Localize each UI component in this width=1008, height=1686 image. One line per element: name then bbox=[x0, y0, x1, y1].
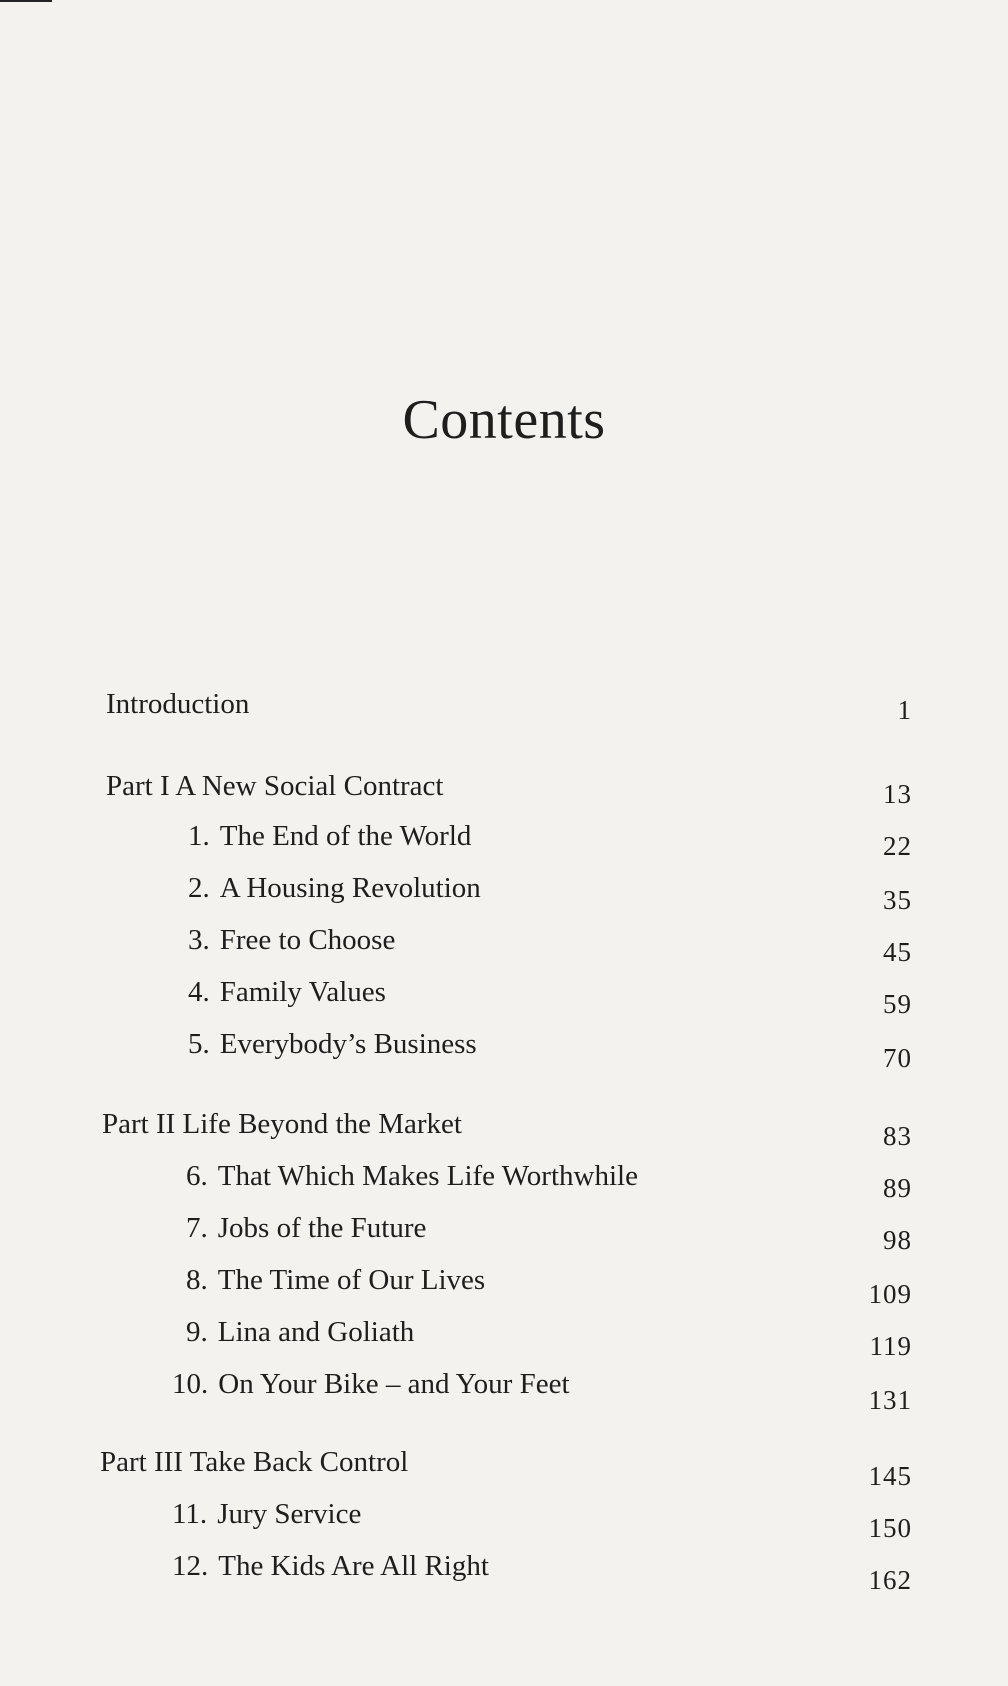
page-number: 89 bbox=[883, 1173, 912, 1203]
entry-title-text: Part III Take Back Control bbox=[100, 1446, 409, 1478]
chapter-number: 3. bbox=[188, 924, 210, 956]
page-number: 35 bbox=[883, 885, 912, 915]
page-number: 13 bbox=[883, 779, 912, 809]
chapter-number: 2. bbox=[188, 872, 210, 904]
toc-chapter-entry bbox=[0, 1312, 1008, 1361]
entry-title-text: Free to Choose bbox=[219, 924, 396, 956]
entry-title-text: The End of the World bbox=[219, 820, 472, 852]
page-number: 45 bbox=[883, 937, 912, 967]
entry-title-text: Family Values bbox=[219, 976, 386, 1008]
page-number: 162 bbox=[868, 1565, 912, 1595]
chapter-number: 8. bbox=[186, 1264, 208, 1296]
toc-entry-title bbox=[188, 920, 395, 960]
toc-entry-title bbox=[102, 1104, 462, 1144]
page-number: 145 bbox=[868, 1461, 912, 1491]
entry-title-text: Jobs of the Future bbox=[217, 1212, 427, 1244]
toc-entry-title bbox=[172, 1546, 489, 1586]
toc-chapter-entry bbox=[0, 920, 1008, 967]
toc-section-entry bbox=[0, 766, 1008, 809]
toc-entry-title bbox=[106, 766, 443, 806]
chapter-number: 11. bbox=[172, 1498, 208, 1530]
chapter-number: 6. bbox=[186, 1160, 208, 1192]
page-number: 83 bbox=[883, 1121, 912, 1151]
toc-entry-title bbox=[172, 1364, 570, 1404]
toc-entry-title bbox=[186, 1208, 426, 1248]
page-number: 119 bbox=[869, 1331, 912, 1361]
page-number: 59 bbox=[883, 989, 912, 1019]
toc-section-entry bbox=[0, 684, 1008, 724]
toc-chapter-entry bbox=[0, 868, 1008, 915]
page-number: 1 bbox=[897, 695, 912, 725]
toc-chapter-entry bbox=[0, 972, 1008, 1019]
chapter-number: 5. bbox=[188, 1028, 210, 1060]
chapter-number: 12. bbox=[172, 1550, 209, 1582]
chapter-number: 4. bbox=[188, 976, 210, 1008]
toc-section-entry bbox=[0, 1104, 1008, 1151]
page-number: 98 bbox=[883, 1225, 912, 1255]
toc-section-entry bbox=[0, 1442, 1008, 1491]
entry-title-text: Everybody’s Business bbox=[219, 1028, 477, 1060]
page-number: 150 bbox=[868, 1513, 912, 1543]
toc-entry-title bbox=[186, 1260, 485, 1300]
chapter-number: 9. bbox=[186, 1316, 208, 1348]
toc-chapter-entry bbox=[0, 1156, 1008, 1203]
toc-chapter-entry bbox=[0, 1546, 1008, 1595]
entry-title-text: Part II Life Beyond the Market bbox=[102, 1108, 462, 1140]
entry-title-text: Introduction bbox=[106, 688, 250, 720]
entry-title-text: On Your Bike – and Your Feet bbox=[218, 1368, 570, 1400]
toc-entry-title bbox=[172, 1494, 361, 1534]
chapter-number: 10. bbox=[172, 1368, 209, 1400]
entry-title-text: That Which Makes Life Worthwhile bbox=[217, 1160, 638, 1192]
toc-entry-title bbox=[106, 684, 249, 724]
entry-title-text: The Kids Are All Right bbox=[218, 1550, 489, 1582]
entry-title-text: Lina and Goliath bbox=[217, 1316, 415, 1348]
entry-title-text: Part I A New Social Contract bbox=[106, 770, 444, 802]
toc-chapter-entry bbox=[0, 816, 1008, 861]
toc-entry-title bbox=[186, 1156, 638, 1196]
entry-title-text: The Time of Our Lives bbox=[217, 1264, 486, 1296]
page-number: 109 bbox=[868, 1279, 912, 1309]
toc-entry-title bbox=[188, 868, 481, 908]
toc-entry-title bbox=[188, 972, 386, 1012]
page-number: 70 bbox=[883, 1043, 912, 1073]
entry-title-text: A Housing Revolution bbox=[219, 872, 481, 904]
chapter-number: 1. bbox=[188, 820, 210, 852]
page-number: 131 bbox=[868, 1385, 912, 1415]
toc-entry-title bbox=[188, 816, 471, 856]
toc-chapter-entry bbox=[0, 1024, 1008, 1073]
toc-chapter-entry bbox=[0, 1208, 1008, 1255]
toc-entry-title bbox=[188, 1024, 477, 1064]
toc-chapter-entry bbox=[0, 1260, 1008, 1309]
contents-heading: Contents bbox=[402, 389, 606, 451]
toc-chapter-entry bbox=[0, 1494, 1008, 1543]
page-number: 22 bbox=[883, 831, 912, 861]
entry-title-text: Jury Service bbox=[217, 1498, 362, 1530]
toc-chapter-entry bbox=[0, 1364, 1008, 1415]
toc-entry-title bbox=[100, 1442, 408, 1482]
chapter-number: 7. bbox=[186, 1212, 208, 1244]
toc-entry-title bbox=[186, 1312, 414, 1352]
